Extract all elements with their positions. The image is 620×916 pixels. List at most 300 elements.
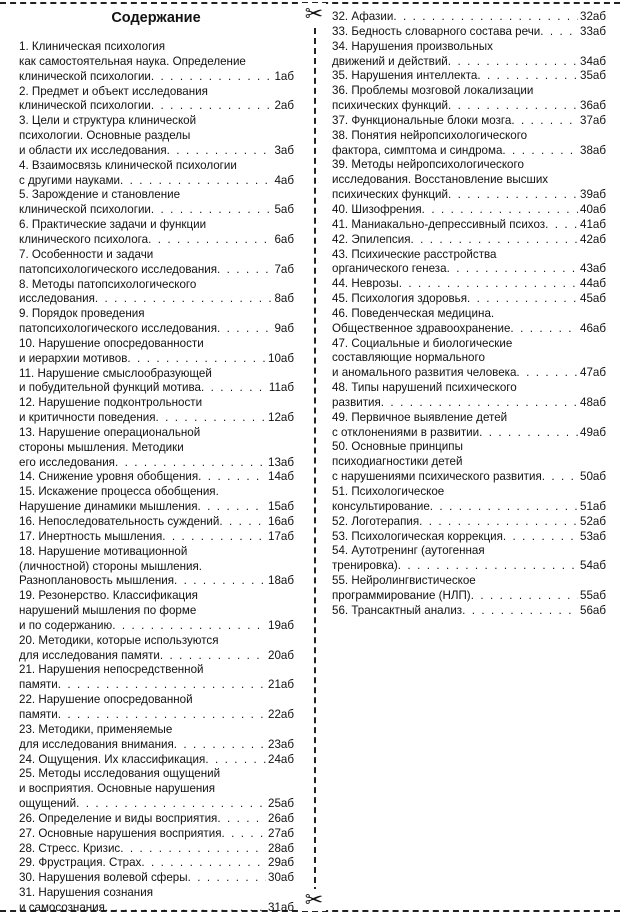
- toc-entry[interactable]: [332, 515, 606, 530]
- toc-entry-text: для исследования памяти: [19, 648, 160, 662]
- toc-entry-page: 20аб: [268, 648, 294, 662]
- toc-entry[interactable]: [19, 530, 294, 545]
- toc-entry[interactable]: [19, 159, 294, 189]
- toc-entry-last-line: [332, 144, 606, 159]
- dot-leader: [217, 812, 266, 827]
- toc-entry-text: 3. Цели и структура клинической: [19, 114, 197, 128]
- toc-entry-line: [332, 158, 606, 173]
- toc-entry-text: 16. Непоследовательность суждений: [19, 515, 220, 528]
- toc-entry-last-line: [19, 292, 294, 307]
- toc-entry-text: патопсихологического исследования: [19, 262, 218, 276]
- toc-entry-text: 47. Социальные и биологические: [332, 336, 513, 350]
- toc-entry-last-line: [332, 69, 606, 84]
- toc-entry-text: 4. Взаимосвязь клинической психологии: [19, 158, 237, 172]
- toc-entry-last-line: [19, 381, 294, 396]
- toc-entry[interactable]: [19, 856, 294, 871]
- toc-entry[interactable]: [332, 307, 606, 337]
- toc-entry[interactable]: [19, 114, 294, 159]
- toc-entry[interactable]: [19, 886, 294, 916]
- toc-entry-line: [19, 604, 294, 619]
- toc-entry[interactable]: [19, 515, 294, 530]
- toc-entry-line: [19, 634, 294, 649]
- dot-leader: [422, 203, 578, 218]
- dot-leader: [540, 25, 578, 40]
- dot-leader: [188, 871, 266, 886]
- toc-entry-page: 30аб: [268, 871, 294, 885]
- dot-leader: [217, 263, 272, 278]
- toc-entry-text: 50. Основные принципы: [332, 440, 463, 454]
- toc-entry-text: 23. Методики, применяемые: [19, 722, 173, 736]
- toc-entry-last-line: [19, 827, 294, 842]
- toc-entry[interactable]: [332, 544, 606, 574]
- dot-leader: [471, 589, 578, 604]
- dot-leader: [201, 381, 267, 396]
- toc-entry-line: [19, 396, 294, 411]
- toc-entry-last-line: [332, 396, 606, 411]
- toc-entry[interactable]: [19, 367, 294, 397]
- toc-entry-text: психических функций: [332, 188, 448, 202]
- dot-leader: [381, 396, 578, 411]
- toc-entry-text: 38. Понятия нейропсихологического: [332, 128, 528, 142]
- toc-entry[interactable]: [332, 233, 606, 248]
- toc-entry-text: с отклонениями в развитии: [332, 425, 480, 439]
- toc-entry-page: 42аб: [580, 232, 606, 246]
- toc-entry[interactable]: [19, 307, 294, 337]
- toc-entry-page: 9аб: [274, 322, 294, 336]
- dot-leader: [219, 515, 266, 530]
- toc-entry-last-line: [19, 174, 294, 189]
- toc-entry-last-line: [19, 500, 294, 515]
- toc-entry-last-line: [332, 233, 606, 248]
- toc-entry-last-line: [332, 114, 606, 129]
- dot-leader: [448, 99, 578, 114]
- toc-entry-last-line: [19, 574, 294, 589]
- toc-entry-text: 7. Особенности и задачи: [19, 247, 154, 261]
- dot-leader: [58, 708, 266, 723]
- toc-entry-line: [332, 84, 606, 99]
- dot-leader: [141, 856, 266, 871]
- dot-leader: [198, 500, 267, 515]
- dot-leader: [545, 218, 578, 233]
- dot-leader: [174, 738, 266, 753]
- toc-entry-page: 39аб: [580, 188, 606, 202]
- toc-entry-line: [332, 129, 606, 144]
- dot-leader: [95, 292, 273, 307]
- dot-leader: [542, 470, 578, 485]
- toc-entry-text: 51. Психологическое: [332, 485, 445, 498]
- dot-leader: [467, 292, 578, 307]
- toc-entry[interactable]: [332, 40, 606, 70]
- toc-entry-last-line: [332, 470, 606, 485]
- toc-entry-text: 33. Бедность словарного состава речи: [332, 24, 541, 38]
- toc-entry[interactable]: [332, 25, 606, 40]
- toc-entry-text: как самостоятельная наука. Определение: [19, 54, 246, 68]
- dot-leader: [511, 114, 578, 129]
- toc-entry[interactable]: [332, 277, 606, 292]
- toc-entry-text: 36. Проблемы мозговой локализации: [332, 84, 534, 98]
- toc-entry-page: 29аб: [268, 856, 294, 870]
- toc-entry[interactable]: [19, 188, 294, 218]
- toc-entry-text: клинической психологии: [19, 99, 151, 113]
- toc-entry-page: 19аб: [268, 618, 294, 632]
- toc-entry[interactable]: [332, 114, 606, 129]
- toc-entry-last-line: [332, 500, 606, 515]
- dot-leader: [174, 574, 266, 589]
- toc-entry-text: 20. Методики, которые используются: [19, 633, 219, 647]
- toc-entry-page: 32аб: [580, 10, 606, 23]
- toc-entry-last-line: [19, 797, 294, 812]
- toc-entry[interactable]: [19, 485, 294, 515]
- toc-entry-line: [19, 886, 294, 901]
- toc-entry-page: 31аб: [268, 900, 294, 914]
- toc-entry-line: [19, 693, 294, 708]
- toc-entry-last-line: [19, 144, 294, 159]
- toc-entry-last-line: [332, 99, 606, 114]
- toc-entry-text: 24. Ощущения. Их классификация: [19, 752, 206, 766]
- toc-entry-page: 51аб: [580, 499, 606, 513]
- toc-entry-text: 12. Нарушение подконтрольности: [19, 396, 203, 410]
- column-cut-line: [314, 8, 316, 893]
- toc-entry-page: 24аб: [268, 752, 294, 766]
- toc-entry[interactable]: [332, 84, 606, 114]
- toc-entry-page: 6аб: [274, 232, 294, 246]
- toc-entry[interactable]: [19, 663, 294, 693]
- dot-leader: [419, 515, 578, 530]
- dot-leader: [398, 559, 578, 574]
- toc-entry-line: [19, 40, 294, 55]
- toc-entry-last-line: [332, 203, 606, 218]
- dot-leader: [127, 352, 266, 367]
- toc-entry[interactable]: [19, 634, 294, 664]
- dot-leader: [115, 456, 266, 471]
- toc-entry-text: 30. Нарушения волевой сферы: [19, 871, 188, 885]
- toc-entry-line: [19, 441, 294, 456]
- dot-leader: [462, 604, 578, 619]
- toc-entry-page: 10аб: [268, 351, 294, 365]
- dot-leader: [410, 233, 578, 248]
- toc-entry-text: 18. Нарушение мотивационной: [19, 544, 188, 558]
- dot-leader: [502, 144, 578, 159]
- toc-entry-last-line: [332, 366, 606, 381]
- dot-leader: [448, 188, 578, 203]
- toc-entry-text: с нарушениями психического развития: [332, 470, 542, 484]
- toc-entry[interactable]: [19, 278, 294, 308]
- toc-entry-line: [332, 337, 606, 352]
- toc-entry[interactable]: [19, 589, 294, 634]
- dot-leader: [221, 827, 266, 842]
- dot-leader: [217, 322, 272, 337]
- toc-entry-text: для исследования внимания: [19, 737, 174, 751]
- toc-entry-page: 13аб: [268, 455, 294, 469]
- toc-entry-line: [19, 782, 294, 797]
- toc-entry[interactable]: [19, 248, 294, 278]
- toc-entry-line: [332, 307, 606, 322]
- toc-entry-text: 29. Фрустрация. Страх: [19, 856, 142, 870]
- toc-entry-text: психических функций: [332, 99, 448, 113]
- toc-entry-line: [19, 337, 294, 352]
- toc-entry-page: 15аб: [268, 500, 294, 514]
- toc-entry-text: Общественное здравоохранение: [332, 321, 511, 335]
- toc-entry-page: 48аб: [580, 395, 606, 409]
- toc-entry[interactable]: [332, 485, 606, 515]
- toc-entry-text: 39. Методы нейропсихологического: [332, 158, 524, 172]
- toc-entry-text: психологии. Основные разделы: [19, 129, 191, 143]
- toc-entry[interactable]: [332, 69, 606, 84]
- toc-entry-page: 12аб: [268, 411, 294, 425]
- toc-entry-last-line: [19, 411, 294, 426]
- toc-entry[interactable]: [332, 411, 606, 441]
- toc-entry-text: с другими науками: [19, 173, 121, 187]
- toc-entry-last-line: [19, 515, 294, 530]
- toc-entry-text: и побудительной функций мотива: [19, 381, 201, 395]
- toc-entry-text: 49. Первичное выявление детей: [332, 410, 508, 424]
- toc-entry-text: исследования. Восстановление высших: [332, 173, 549, 187]
- toc-entry-last-line: [332, 10, 606, 25]
- toc-entry-page: 44аб: [580, 277, 606, 291]
- dot-leader: [399, 277, 578, 292]
- toc-entry[interactable]: [332, 381, 606, 411]
- toc-entry[interactable]: [19, 827, 294, 842]
- toc-entry-text: 8. Методы патопсихологического: [19, 277, 197, 291]
- toc-entry[interactable]: [19, 767, 294, 812]
- toc-entry[interactable]: [19, 871, 294, 886]
- toc-entry-text: 31. Нарушения сознания: [19, 886, 153, 900]
- toc-entry-text: 43. Психические расстройства: [332, 247, 497, 261]
- toc-entry-text: 28. Стресс. Кризис: [19, 841, 121, 855]
- toc-entry-line: [332, 544, 606, 559]
- dot-leader: [430, 500, 578, 515]
- toc-entry-line: [332, 381, 606, 396]
- dot-leader: [76, 797, 266, 812]
- toc-entry-last-line: [19, 812, 294, 827]
- toc-entry-text: 46. Поведенческая медицина.: [332, 306, 495, 320]
- toc-entry-text: Разноплановость мышления: [19, 574, 174, 588]
- toc-entry-page: 33аб: [580, 24, 606, 38]
- toc-entry-text: 45. Психология здоровья: [332, 292, 467, 306]
- toc-entry[interactable]: [332, 129, 606, 159]
- toc-entry-page: 28аб: [268, 841, 294, 855]
- toc-entry-line: [19, 367, 294, 382]
- toc-entry-last-line: [19, 470, 294, 485]
- toc-entry-text: и иерархии мотивов: [19, 351, 128, 365]
- toc-entry-page: 34аб: [580, 54, 606, 68]
- toc-entry[interactable]: [19, 693, 294, 723]
- toc-entry-page: 37аб: [580, 113, 606, 127]
- toc-entry-line: [332, 574, 606, 589]
- toc-entry-line: [332, 351, 606, 366]
- toc-entry-text: 53. Психологическая коррекция: [332, 529, 503, 543]
- toc-entry-text: 17. Инертность мышления: [19, 529, 163, 543]
- toc-entry[interactable]: [332, 337, 606, 382]
- toc-entry-text: нарушений мышления по форме: [19, 604, 197, 618]
- toc-entry-line: [19, 114, 294, 129]
- toc-entry-text: 25. Методы исследования ощущений: [19, 767, 221, 781]
- dot-leader: [198, 470, 266, 485]
- toc-entry-last-line: [19, 649, 294, 664]
- toc-entry-last-line: [19, 70, 294, 85]
- toc-entry-text: психодиагностики детей: [332, 455, 463, 469]
- dot-leader: [447, 262, 578, 277]
- toc-entry-text: тренировка): [332, 559, 398, 573]
- toc-entry-last-line: [19, 203, 294, 218]
- toc-entry[interactable]: [332, 218, 606, 233]
- toc-entry[interactable]: [19, 723, 294, 753]
- toc-entry-text: 27. Основные нарушения восприятия: [19, 826, 222, 840]
- toc-entry-text: 41. Маниакально-депрессивный психоз: [332, 217, 546, 231]
- toc-entry-last-line: [19, 901, 294, 916]
- toc-entry[interactable]: [332, 203, 606, 218]
- toc-entry-page: 2аб: [274, 99, 294, 113]
- dot-leader: [448, 55, 578, 70]
- toc-entry-line: [19, 426, 294, 441]
- toc-entry-page: 5аб: [274, 203, 294, 217]
- toc-entry-page: 18аб: [268, 574, 294, 588]
- toc-entry-page: 16аб: [268, 515, 294, 528]
- toc-entry-text: исследования: [19, 292, 95, 306]
- toc-entry-page: 55аб: [580, 588, 606, 602]
- toc-entry-last-line: [19, 456, 294, 471]
- toc-entry-last-line: [19, 619, 294, 634]
- toc-entry[interactable]: [332, 574, 606, 604]
- toc-entry-page: 40аб: [580, 202, 606, 216]
- toc-entry-page: 41аб: [580, 217, 606, 231]
- dot-leader: [516, 366, 578, 381]
- toc-entry-text: и области их исследования: [19, 143, 167, 157]
- toc-entry[interactable]: [19, 753, 294, 768]
- toc-entry-page: 56аб: [580, 603, 606, 617]
- toc-entry-last-line: [332, 530, 606, 545]
- toc-entry[interactable]: [332, 248, 606, 278]
- toc-entry-page: 47аб: [580, 366, 606, 380]
- toc-entry-line: [332, 248, 606, 263]
- toc-entry-page: 11аб: [268, 381, 294, 395]
- toc-entry-line: [19, 589, 294, 604]
- toc-entry-page: 21аб: [268, 678, 294, 692]
- toc-entry[interactable]: [19, 337, 294, 367]
- toc-entry-last-line: [19, 233, 294, 248]
- toc-entry-page: 26аб: [268, 811, 294, 825]
- toc-entry-line: [19, 129, 294, 144]
- toc-entry-last-line: [332, 218, 606, 233]
- toc-entry-line: [19, 159, 294, 174]
- toc-entry[interactable]: [332, 604, 606, 619]
- toc-entry-line: [332, 455, 606, 470]
- toc-entry-text: 42. Эпилепсия: [332, 232, 411, 246]
- toc-entry-last-line: [332, 292, 606, 307]
- toc-entry-text: программирование (НЛП): [332, 588, 471, 602]
- toc-entry-line: [332, 40, 606, 55]
- toc-entry-page: 3аб: [274, 143, 294, 157]
- toc-entry-text: клинической психологии: [19, 203, 151, 217]
- dot-leader: [151, 99, 273, 114]
- scissors-icon: ✂: [302, 889, 326, 911]
- toc-entry-text: движений и действий: [332, 54, 448, 68]
- toc-entry-line: [19, 248, 294, 263]
- toc-entry-page: 7аб: [274, 262, 294, 276]
- toc-entry-last-line: [19, 352, 294, 367]
- dot-leader: [105, 901, 266, 916]
- toc-entry-line: [19, 307, 294, 322]
- toc-entry-text: и самосознания: [19, 900, 105, 914]
- toc-entry-line: [19, 723, 294, 738]
- toc-entry-text: памяти: [19, 678, 58, 692]
- toc-entry-text: 54. Аутотренинг (аутогенная: [332, 544, 485, 558]
- scissors-icon: ✂: [302, 3, 326, 25]
- toc-entry[interactable]: [19, 85, 294, 115]
- toc-entry-last-line: [19, 842, 294, 857]
- toc-entry-text: 44. Неврозы: [332, 277, 399, 291]
- toc-entry-line: [19, 560, 294, 575]
- toc-entry-text: 14. Снижение уровня обобщения: [19, 470, 199, 484]
- toc-entry-page: 50аб: [580, 470, 606, 484]
- toc-entry-text: 19. Резонерство. Классификация: [19, 589, 198, 603]
- toc-entry[interactable]: [332, 292, 606, 307]
- toc-entry[interactable]: [332, 158, 606, 203]
- toc-entry-last-line: [332, 262, 606, 277]
- toc-entry-text: и восприятия. Основные нарушения: [19, 782, 216, 796]
- toc-entry-line: [19, 485, 294, 500]
- toc-entry-page: 4аб: [274, 173, 294, 187]
- toc-entry-text: 32. Афазии: [332, 10, 394, 23]
- toc-entry-last-line: [332, 55, 606, 70]
- toc-entry-text: 48. Типы нарушений психического: [332, 381, 517, 395]
- toc-entry[interactable]: [19, 545, 294, 590]
- toc-entry[interactable]: [332, 10, 606, 25]
- toc-entry[interactable]: [19, 40, 294, 85]
- toc-entry-text: 52. Логотерапия: [332, 514, 420, 528]
- toc-entry-last-line: [19, 753, 294, 768]
- toc-entry[interactable]: [332, 440, 606, 485]
- toc-entry-page: 36аб: [580, 99, 606, 113]
- toc-entry-page: 35аб: [580, 69, 606, 83]
- toc-entry-line: [19, 85, 294, 100]
- toc-entry-line: [332, 173, 606, 188]
- toc-entry-page: 45аб: [580, 292, 606, 306]
- toc-entry-line: [332, 411, 606, 426]
- dot-leader: [151, 70, 273, 85]
- toc-entry[interactable]: [19, 218, 294, 248]
- toc-entry[interactable]: [19, 812, 294, 827]
- toc-entry-page: 54аб: [580, 559, 606, 573]
- toc-entry[interactable]: [332, 530, 606, 545]
- toc-entry-page: 1аб: [274, 69, 294, 83]
- toc-entry-text: клинической психологии: [19, 69, 151, 83]
- toc-entry-last-line: [19, 738, 294, 753]
- toc-entry-line: [19, 188, 294, 203]
- toc-entry-text: составляющие нормального: [332, 351, 485, 365]
- toc-entry-line: [19, 767, 294, 782]
- dot-leader: [479, 426, 578, 441]
- toc-entry-page: 17аб: [268, 529, 294, 543]
- dot-leader: [393, 10, 578, 25]
- toc-entry-text: 6. Практические задачи и функции: [19, 218, 207, 232]
- toc-entry-page: 23аб: [268, 737, 294, 751]
- toc-entry-text: (личностной) стороны мышления.: [19, 559, 202, 573]
- toc-entry-last-line: [19, 856, 294, 871]
- toc-entry-text: 11. Нарушение смыслообразующей: [19, 366, 212, 380]
- toc-entry-text: 37. Функциональные блоки мозга: [332, 113, 512, 127]
- toc-entry-last-line: [332, 277, 606, 292]
- toc-entry-line: [332, 485, 606, 500]
- toc-entry-last-line: [332, 559, 606, 574]
- toc-entry-page: 52аб: [580, 514, 606, 528]
- toc-entry[interactable]: [19, 426, 294, 471]
- toc-entry[interactable]: [19, 396, 294, 426]
- dot-leader: [112, 619, 266, 634]
- toc-entry[interactable]: [19, 842, 294, 857]
- toc-entry-text: 26. Определение и виды восприятия: [19, 811, 218, 825]
- toc-entry[interactable]: [19, 470, 294, 485]
